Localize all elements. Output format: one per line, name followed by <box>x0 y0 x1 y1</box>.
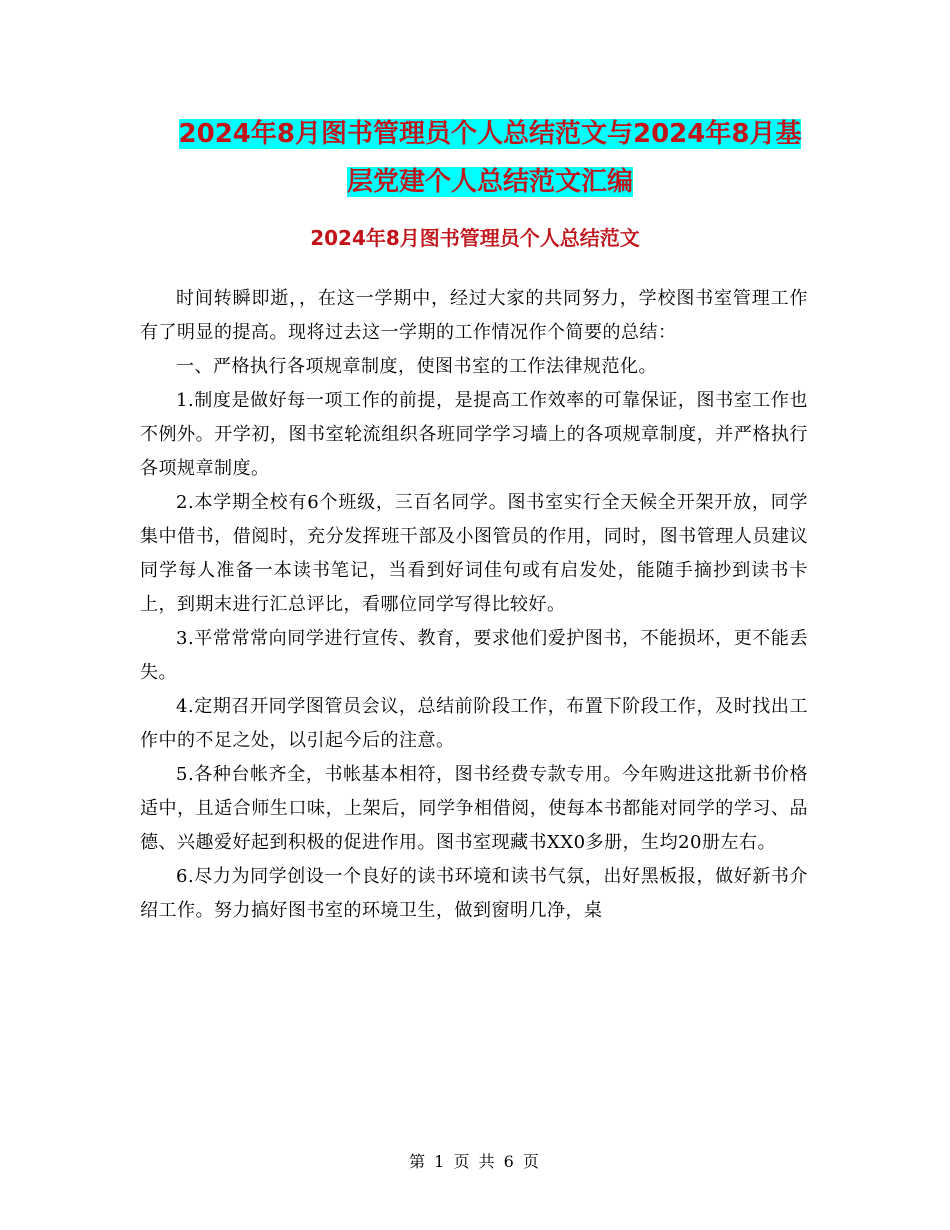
document-title-line-1: 2024年8月图书管理员个人总结范文与2024年8月基 <box>178 119 802 149</box>
paragraph: 5.各种台帐齐全，书帐基本相符，图书经费专款专用。今年购进这批新书价格适中，且适合师生口味，上架后，同学争相借阅，使每本书都能对同学的学习、品德、兴趣爱好起到积极的促进作用。图书室现藏书XX0多册，生均20册左右。 <box>140 764 808 853</box>
paragraph: 时间转瞬即逝，，在这一学期中，经过大家的共同努力，学校图书室管理工作有了明显的提高。现将过去这一学期的工作情况作个简要的总结： <box>140 288 808 343</box>
paragraph: 4.定期召开同学图管员会议，总结前阶段工作，布置下阶段工作，及时找出工作中的不足之处，以引起今后的注意。 <box>140 696 808 751</box>
body-text <box>140 282 808 928</box>
paragraph: 1.制度是做好每一项工作的前提，是提高工作效率的可靠保证，图书室工作也不例外。开学初，图书室轮流组织各班同学学习墙上的各项规章制度，并严格执行各项规章制度。 <box>140 390 808 479</box>
paragraph: 3.平常常常向同学进行宣传、教育，要求他们爱护图书，不能损坏，更不能丢失。 <box>140 628 808 683</box>
document-title <box>140 110 840 206</box>
paragraph: 2.本学期全校有6个班级，三百名同学。图书室实行全天候全开架开放，同学集中借书，借阅时，充分发挥班干部及小图管员的作用，同时，图书管理人员建议同学每人准备一本读书笔记，当看到好词佳句或有启发处，能随手摘抄到读书卡上，到期末进行汇总评比，看哪位同学写得比较好。 <box>140 492 808 615</box>
paragraph: 6.尽力为同学创设一个良好的读书环境和读书气氛，出好黑板报，做好新书介绍工作。努力搞好图书室的环境卫生，做到窗明几净，桌 <box>140 866 808 921</box>
paragraph: 一、严格执行各项规章制度，使图书室的工作法律规范化。 <box>176 356 657 377</box>
page-footer: 第 1 页 共 6 页 <box>409 1152 541 1171</box>
section-title: 2024年8月图书管理员个人总结范文 <box>310 226 640 250</box>
document-title-line-2: 层党建个人总结范文汇编 <box>346 167 633 197</box>
